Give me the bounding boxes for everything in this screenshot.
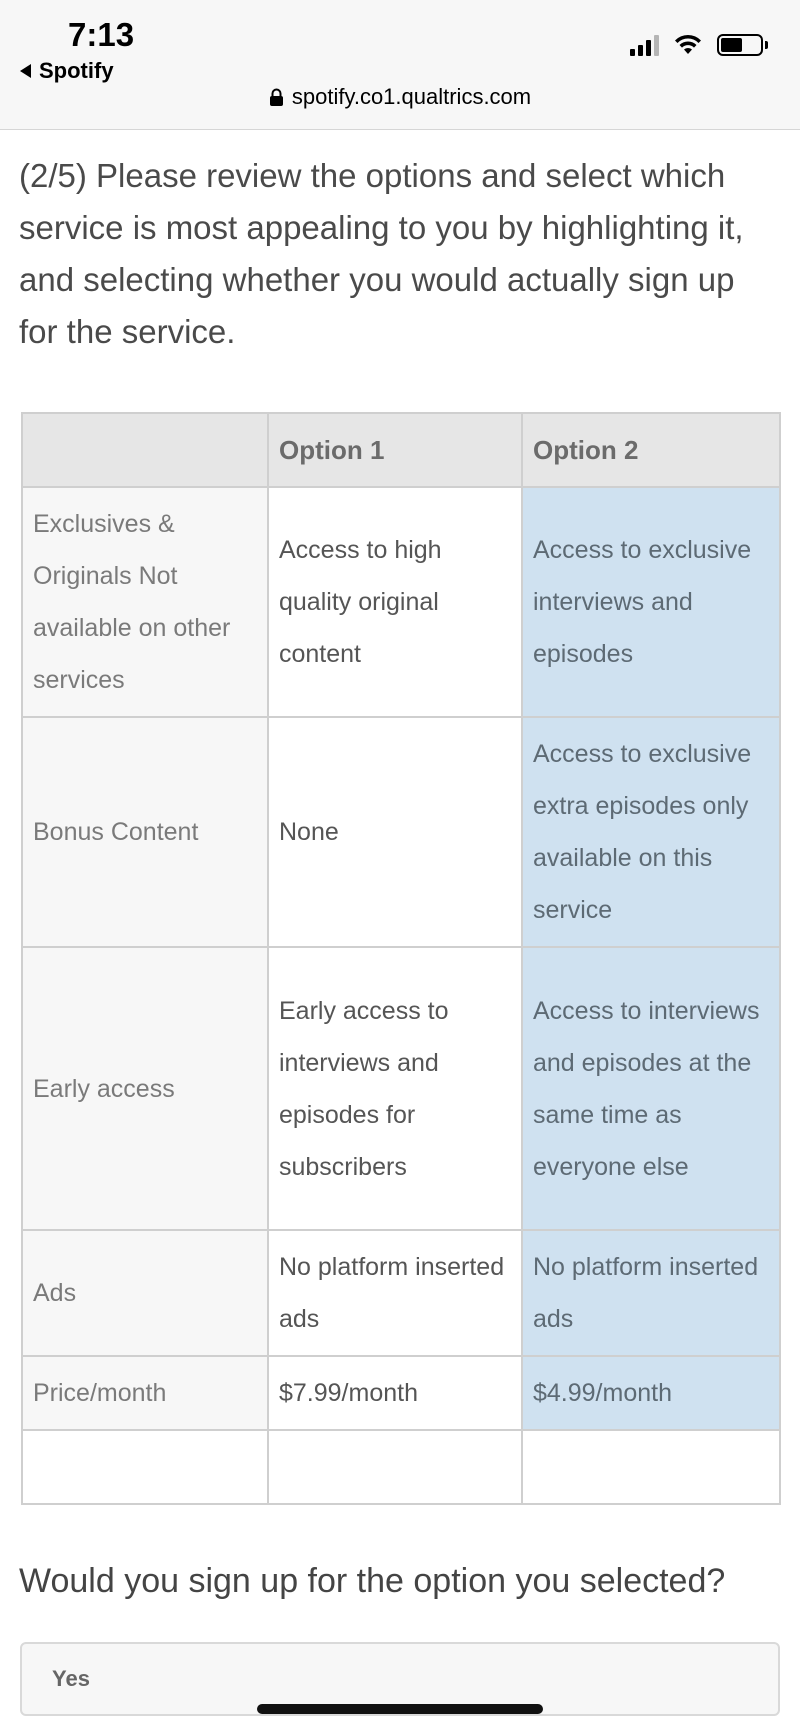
option-2-cell[interactable]: No platform inserted ads (522, 1230, 780, 1356)
option-1-cell[interactable]: Access to high quality original content (268, 487, 522, 717)
row-label: Early access (22, 947, 268, 1230)
option-1-select-cell[interactable] (268, 1430, 522, 1504)
table-header-row (22, 413, 780, 487)
header-blank-cell (22, 413, 268, 487)
table-row (22, 1356, 780, 1430)
row-label: Bonus Content (22, 717, 268, 947)
header-option-1[interactable]: Option 1 (268, 413, 522, 487)
table-row (22, 947, 780, 1230)
option-2-cell[interactable]: Access to interviews and episodes at the same time as everyone else (522, 947, 780, 1230)
wifi-icon (673, 34, 703, 56)
status-and-url-bar (0, 0, 800, 130)
empty-cell (22, 1430, 268, 1504)
row-label: Price/month (22, 1356, 268, 1430)
option-1-cell[interactable]: None (268, 717, 522, 947)
table-row (22, 717, 780, 947)
address-bar[interactable] (0, 84, 800, 110)
header-option-2[interactable]: Option 2 (522, 413, 780, 487)
back-arrow-icon (20, 64, 31, 78)
table-row-empty (22, 1430, 780, 1504)
row-label: Ads (22, 1230, 268, 1356)
option-2-cell[interactable]: Access to exclusive extra episodes only available on this service (522, 717, 780, 947)
option-2-cell[interactable]: $4.99/month (522, 1356, 780, 1430)
status-icons (630, 34, 768, 56)
option-1-cell[interactable]: No platform inserted ads (268, 1230, 522, 1356)
signup-question: Would you sign up for the option you selected? (19, 1562, 726, 1600)
status-time: 7:13 (68, 16, 135, 53)
battery-icon (717, 34, 768, 56)
options-comparison-table (21, 412, 781, 1505)
url-text: spotify.co1.qualtrics.com (291, 84, 532, 109)
back-app-label: Spotify (39, 58, 114, 83)
lock-icon (269, 88, 284, 107)
table-row (22, 1230, 780, 1356)
option-2-cell[interactable]: Access to exclusive interviews and episodes (522, 487, 780, 717)
option-2-select-cell[interactable] (522, 1430, 780, 1504)
home-indicator (257, 1704, 543, 1714)
option-1-cell[interactable]: Early access to interviews and episodes for subscribers (268, 947, 522, 1230)
question-text: (2/5) Please review the options and select which service is most appealing to you by highlighting it, and selecting whether you would actually sign up for the service. (19, 157, 744, 350)
table-row (22, 487, 780, 717)
row-label: Exclusives & Originals Not available on other services (22, 487, 268, 717)
answer-yes-label: Yes (52, 1666, 90, 1691)
cellular-signal-icon (630, 34, 659, 56)
back-to-app-button[interactable] (20, 58, 114, 84)
option-1-cell[interactable]: $7.99/month (268, 1356, 522, 1430)
